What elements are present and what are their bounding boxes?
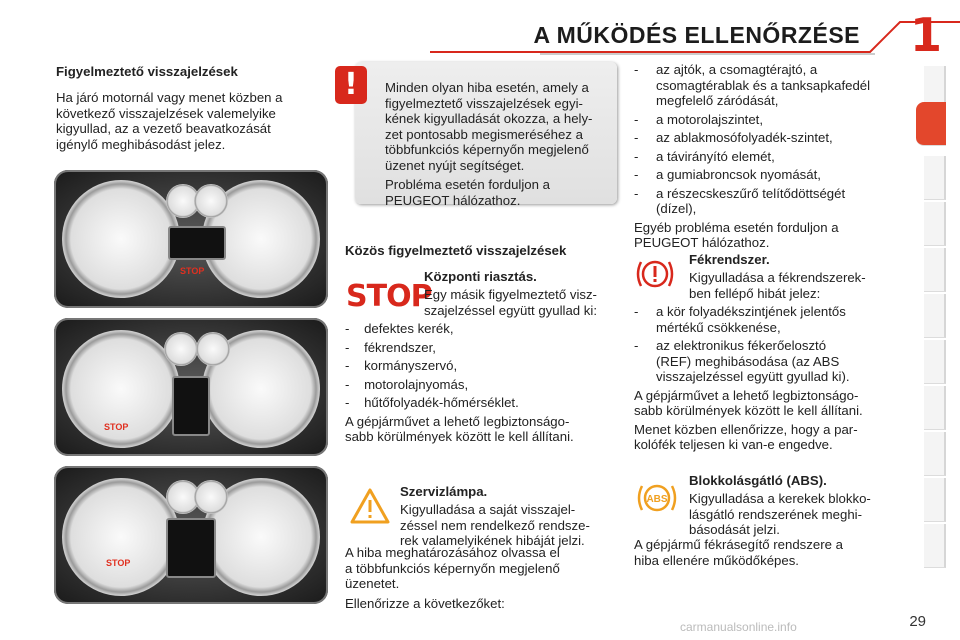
text-line: rek valamelyikének hibáját jelzi. [400, 533, 585, 548]
text-line: Ha járó motornál vagy menet közben a [56, 90, 283, 105]
text-line: PEUGEOT hálózathoz. [385, 192, 521, 208]
brake-list [634, 304, 908, 453]
chapter-tab[interactable] [924, 202, 946, 246]
list-item: - defektes kerék, [345, 321, 454, 336]
instrument-cluster-2 [54, 318, 328, 456]
watermark: carmanualsonline.info [680, 620, 797, 634]
service-title: Szervizlámpa. [400, 484, 488, 499]
chapter-tab[interactable] [924, 156, 946, 200]
list-item: - a részecskeszűrő telítődöttségét (dízel), [634, 185, 846, 216]
list-item: - a gumiabroncsok nyomását, [634, 167, 821, 182]
abs-text [689, 491, 907, 538]
brake-warning-icon [635, 256, 675, 292]
text-line: Menet közben ellenőrizze, hogy a par- [634, 421, 858, 437]
list-item: - motorolajnyomás, [345, 376, 469, 392]
stop-lamp: STOP [106, 558, 131, 568]
text-line: hiba ellenére működőképes. [634, 552, 799, 568]
list-item: - fékrendszer, [345, 339, 436, 355]
list-item: - a motorolajszintet, [634, 111, 764, 127]
display-screen [166, 518, 216, 578]
page-number: 29 [909, 613, 926, 630]
text-line: Kigyulladása a kerekek blokko- [689, 491, 871, 506]
chapter-tab[interactable] [924, 524, 946, 568]
service-text [400, 502, 616, 549]
chapter-tab[interactable] [924, 340, 946, 384]
text-line: Egyéb probléma esetén forduljon a [634, 219, 839, 235]
brake-title: Fékrendszer. [689, 252, 770, 267]
page-title: A MŰKÖDÉS ELLENŐRZÉSE [533, 22, 860, 48]
text-line: Egy másik figyelmeztető visz- [424, 287, 597, 302]
text-line: üzenetet. [345, 576, 400, 591]
brake-text [689, 270, 907, 301]
text-line: Kigyulladása a saját visszajel- [400, 502, 576, 517]
text-line: következő visszajelzések valemelyike [56, 105, 276, 121]
text-line: figyelmeztető visszajelzések egyi- [385, 95, 583, 111]
text-line: A hiba meghatározásához olvassa el [345, 545, 560, 560]
text-line: Ellenőrizze a következőket: [345, 595, 505, 611]
chapter-tab-active[interactable] [916, 102, 946, 146]
instrument-cluster-3 [54, 466, 328, 604]
text-line: többfunkciós képernyőn megjelenő [385, 142, 589, 157]
text-line: kolófék teljesen ki van-e engedve. [634, 437, 833, 452]
chapter-tab[interactable] [924, 248, 946, 292]
fuel-gauge [194, 184, 228, 218]
text-line: szajelzéssel együtt gyullad ki: [424, 302, 597, 318]
central-alarm-text [424, 287, 614, 318]
text-line: zéssel nem rendelkező rendsze- [400, 517, 590, 533]
chapter-tabs [916, 66, 946, 576]
warning-text [385, 80, 607, 208]
list-item: - az ablakmosófolyadék-szintet, [634, 130, 833, 145]
abs-after [634, 537, 908, 568]
common-heading: Közös figyelmeztető visszajelzések [345, 243, 567, 258]
stop-icon: STOP [346, 279, 432, 314]
text-line: sabb körülmények között le kell állítani. [345, 429, 574, 444]
list-item: - az elektronikus fékerőelosztó (REF) meghibásodása (az ABS visszajelzéssel együtt gyullad ki). [634, 338, 850, 384]
text-line: Minden olyan hiba esetén, amely a [385, 80, 589, 95]
abs-icon-label: ABS [646, 494, 668, 505]
stop-lamp: STOP [180, 266, 205, 276]
tachometer-gauge [62, 180, 180, 298]
text-line: Probléma esetén forduljon a [385, 177, 550, 192]
text-line: básodását jelzi. [689, 522, 780, 537]
text-line: igénylő meghibásodást jelez. [56, 136, 226, 152]
stop-lamp: STOP [104, 422, 129, 432]
left-intro [56, 90, 326, 152]
text-line: A gépjárművet a lehető legbiztonságo- [634, 387, 859, 403]
text-line: a többfunkciós képernyőn megjelenő [345, 560, 560, 576]
display-screen [168, 226, 226, 260]
list-item: - a távirányító elemét, [634, 148, 775, 164]
list-item: - kormányszervó, [345, 358, 458, 373]
temp-gauge [164, 332, 198, 366]
service-warning-triangle-icon [350, 487, 390, 525]
list-item: - az ajtók, a csomagtérajtó, a csomagtérablak és a tanksapkafedél megfelelő záródását, [634, 62, 871, 108]
check-list [634, 62, 906, 251]
text-line: kigyullad, az a vezető beavatkozását [56, 121, 271, 136]
text-line: kének kigyulladását okozza, a hely- [385, 111, 593, 126]
text-line: zet pontosabb megismeréséhez a [385, 126, 583, 142]
chapter-tab[interactable] [924, 432, 946, 476]
fuel-gauge [196, 332, 230, 366]
central-alarm-list [345, 321, 615, 445]
abs-warning-icon [635, 480, 679, 516]
text-line: üzenet nyújt segítséget. [385, 157, 525, 173]
display-screen [172, 376, 210, 436]
text-line: sabb körülmények között le kell állítani. [634, 403, 863, 418]
text-line: ben fellépő hibát jelez: [689, 285, 821, 301]
tachometer-gauge [62, 478, 180, 596]
text-line: PEUGEOT hálózathoz. [634, 235, 770, 250]
chapter-tab[interactable] [924, 386, 946, 430]
fuel-gauge [194, 480, 228, 514]
list-item: - hűtőfolyadék-hőmérséklet. [345, 395, 519, 410]
header [430, 8, 960, 62]
central-alarm-title: Központi riasztás. [424, 269, 537, 284]
exclamation-icon: ! [335, 66, 367, 104]
chapter-tab[interactable] [924, 478, 946, 522]
text-line: A gépjármű fékrásegítő rendszere a [634, 537, 843, 552]
text-line: lásgátló rendszerének meghi- [689, 506, 862, 522]
abs-title: Blokkolásgátló (ABS). [689, 473, 827, 488]
chapter-number: 1 [909, 8, 942, 62]
service-after [345, 545, 615, 611]
text-line: Kigyulladása a fékrendszerek- [689, 270, 866, 285]
chapter-tab[interactable] [924, 294, 946, 338]
list-item: - a kör folyadékszintjének jelentős mértékű csökkenése, [634, 304, 846, 335]
left-heading: Figyelmeztető visszajelzések [56, 64, 238, 79]
instrument-cluster-1 [54, 170, 328, 308]
text-line: A gépjárművet a lehető legbiztonságo- [345, 413, 570, 429]
